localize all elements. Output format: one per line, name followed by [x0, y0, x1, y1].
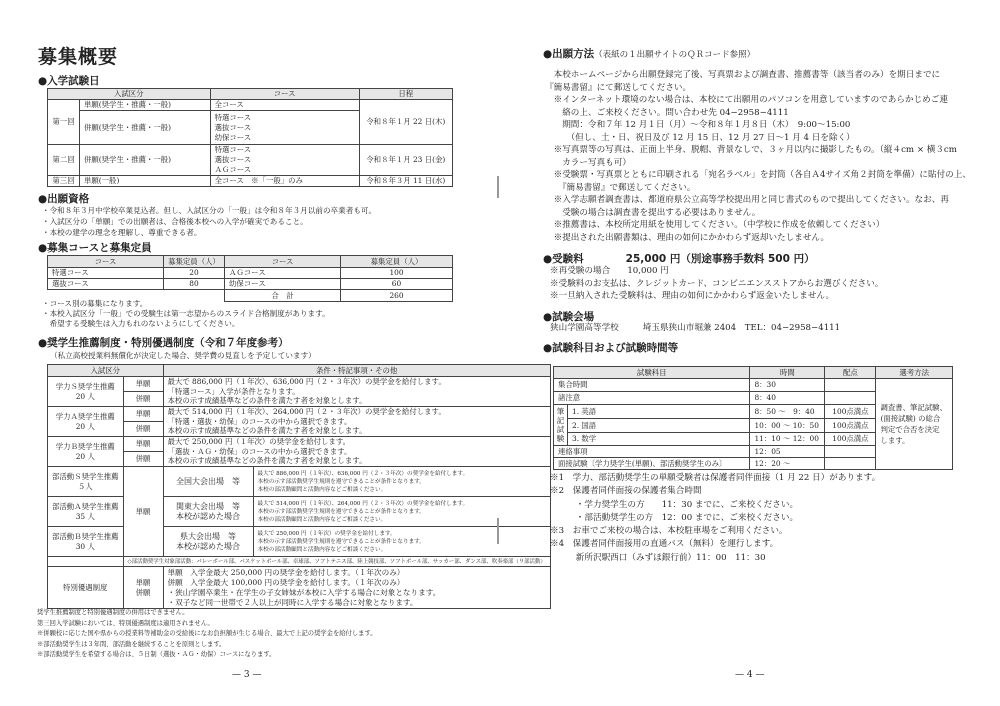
application-line: ※受験票・写真票とともに印刷される「宛名ラベル」を封筒（各自Ａ4サイズ角２封筒を準備）に貼付の上、 [545, 170, 971, 180]
capacity-cell: 60 [341, 279, 453, 290]
count: 35 人 [75, 511, 95, 521]
name: 部活動Ｂ奨学生推薦 [52, 531, 119, 541]
schedule-note: ※1 学力、部活動奨学生の単願受験者は保護者同伴面接（1 月 22 日）があります。 [550, 473, 881, 483]
time: 11：10 〜 12：00 [750, 433, 825, 446]
special-name: 特別優遇制度 [48, 567, 124, 609]
count: ５人 [77, 481, 93, 491]
course-cell: 選抜コース [48, 279, 164, 290]
schedule-heading: ●試験科目および試験時間等 [543, 342, 679, 354]
th: 入試区分 [48, 365, 164, 377]
school-name: 狭山学園高等学校 [550, 323, 619, 333]
note: 希望する受験生は入力もれのないようにしてください。 [42, 319, 240, 328]
name: 学力Ｓ奨学生推薦 [55, 381, 115, 391]
footnote: 第三回入学試験においては、特別優遇制度は適用されません。 [37, 619, 214, 627]
scholarship-name [48, 377, 124, 407]
line: 併願 入学金最大 100,000 円の奨学金を給付します。（１年次のみ） [167, 577, 405, 587]
line: 本校の示す部活動奨学生規則を遵守できることが条件となります。 [257, 478, 425, 485]
subject: 集合時間 [554, 379, 750, 392]
note: ・コース別の募集になります。 [42, 299, 148, 308]
scholarship-heading [38, 335, 289, 350]
written-exam-label: 筆 記 試 験 [554, 405, 568, 446]
capacity-cell: 20 [164, 268, 225, 279]
total-label: 合 計 [225, 290, 341, 302]
venue-text [550, 322, 840, 335]
club-scholarship-name [48, 527, 124, 557]
th: 試験科目 [554, 367, 750, 379]
scholarship-table [47, 364, 551, 609]
points: 100点満点 [825, 405, 876, 419]
th: 条件・特記事項・その他 [163, 365, 550, 377]
course-cell [210, 145, 359, 176]
scholarship-text [163, 407, 550, 437]
round-label: 第三回 [48, 176, 80, 187]
capacity-heading: ●募集コースと募集定員 [38, 242, 152, 254]
fee-notes [550, 265, 883, 303]
line: 本校の部活動顧問と活動内容などご相談ください。 [257, 516, 387, 523]
subject: 1. 英語 [568, 405, 750, 419]
kubun-cell: 単願(一般) [80, 176, 211, 187]
application-line: 絡の上、ご来校ください。問い合わせ先 04−2958−4111 [545, 107, 789, 118]
name: 学力Ｂ奨学生推薦 [55, 441, 115, 451]
capacity-cell: 100 [341, 268, 453, 279]
application-line: ※入学志願者調査書は、都道府県公立高等学校提出用と同じ書式のもので提出してください。なお、再 [545, 195, 949, 205]
scholarship-footnotes [37, 608, 377, 661]
line: 本校が認めた場合 [176, 541, 241, 551]
exam-dates-table [47, 88, 453, 187]
scholarship-text [163, 437, 550, 467]
line: 「特選コース」入学が条件となります。 [167, 386, 300, 396]
course: 特選コース [214, 112, 252, 122]
club-text [253, 527, 550, 557]
line: 本校の部活動顧問と活動内容などご相談ください。 [257, 546, 387, 553]
points: 100点満点 [825, 419, 876, 433]
eligibility-item: ・入試区分の「単願」での出願者は、合格後本校への入学が確実であること。 [42, 217, 308, 226]
subject: 面接試験〔学力奨学生(単願)、部活動奨学生のみ〕 [554, 458, 750, 470]
scholarship-name [48, 437, 124, 467]
line: ・狭山学園卒業生・在学生の子女姉妹が本校に入学する場合に対象となります。 [167, 587, 441, 597]
page-number: — 4 — [735, 670, 765, 680]
application-text [545, 69, 971, 244]
course: 特選コース [214, 145, 252, 154]
footnote: ※部活動奨学生は３年間、部活動を継続することを原則とします。 [37, 640, 226, 648]
scholarship-sub: （私立高校授業料無償化が決定した場合、奨学費の見直しを予定しています） [50, 351, 316, 360]
subject: 2. 国語 [568, 419, 750, 433]
line: 本校の示す成績基準などの条件を満たす者を対象とします。 [167, 396, 367, 406]
line: 県大会出場 等 [180, 531, 237, 541]
course: 選抜コース [214, 122, 252, 132]
line: 関東大会出場 等 [176, 501, 241, 511]
schedule-note: ・学力奨学生の方 11：30 までに、ご来校ください。 [550, 499, 799, 510]
eligibility-item: ・令和８年３月中学校卒業見込者。但し、入試区分の「一般」は令和８年３月以前の卒業者も可。 [42, 206, 377, 215]
application-line: 期間：令和７年 12 月１日（月）〜令和８年１月８日（木） 9:00〜15:00 [545, 120, 851, 130]
date-cell: 令和８年１月 22 日(木) [359, 100, 452, 145]
capacity-notes [42, 299, 330, 329]
th: 配点 [825, 367, 876, 379]
line: 最大で 514,000 円（１年次）、264,000 円（２・３年次）の奨学金を給付します。 [167, 407, 446, 417]
eligibility-item: ・本校の建学の理念を理解し、尊重できる者。 [42, 228, 202, 237]
subject: 3. 数学 [568, 433, 750, 446]
line: 本校の示す部活動奨学生規則を遵守できることが条件となります。 [257, 538, 425, 545]
th-date: 日程 [359, 89, 452, 100]
application-line: カラー写真も可） [545, 157, 631, 168]
school-address: 埼玉県狭山市堀兼 2404 TEL：04−2958−4111 [642, 323, 841, 333]
course: ＡＧコース [214, 165, 252, 174]
type: 単願 [123, 407, 163, 422]
time: 10：00 〜 10：50 [750, 419, 825, 433]
time: 12：20 〜 [750, 458, 825, 470]
capacity-table [47, 255, 453, 302]
time: 12：05 [750, 446, 825, 458]
course: 選抜コース [214, 155, 252, 164]
fee-heading [543, 251, 815, 266]
line: 本校の示す成績基準などの条件を満たす者を対象とします。 [167, 456, 367, 466]
course-cell: 全コース [210, 100, 359, 111]
course-cell: ＡＧコース [225, 268, 341, 279]
schedule-note: 新所沢駅西口（みずほ銀行前）11：00 11：30 [550, 552, 766, 563]
page-title: 募集概要 [38, 46, 119, 68]
name: 学力Ａ奨学生推薦 [55, 411, 115, 421]
heading-text: ●奨学生推薦制度・特別優遇制度 [38, 337, 195, 349]
line: 単願 入学金最大 250,000 円の奨学金を給付します。（１年次のみ） [167, 567, 405, 577]
count: 20 人 [75, 451, 95, 461]
club-condition [163, 467, 253, 497]
capacity-cell: 80 [164, 279, 225, 290]
page-number: — 3 — [232, 670, 262, 680]
application-line: ※インターネット環境のない場合は、本校にて出願用のパソコンを用意していますのであらかじめご連 [545, 95, 948, 105]
club-condition [163, 527, 253, 557]
th-course: コース [210, 89, 359, 100]
th: 選考方法 [876, 367, 953, 379]
note: ・本校入試区分「一般」での受験生は第一志望からのスライド合格制度があります。 [42, 309, 330, 318]
scholarship-text [163, 377, 550, 407]
note: ※一旦納入された受験料は、理由の如何にかかわらず返金いたしません。 [550, 291, 835, 301]
line: 「選抜・ＡＧ・幼保」のコースの中から選択できます。 [167, 446, 352, 456]
application-line: ※推薦書は、本校所定用紙を使用してください。（中学校に作成を依頼してください） [545, 220, 885, 230]
line: 本校の部活動顧問と活動内容などご相談ください。 [257, 486, 387, 493]
type: 単願 [123, 377, 163, 392]
count: 30 人 [75, 541, 95, 551]
heading-text: ●受験料 [543, 253, 584, 265]
subject: 連絡事項 [554, 446, 750, 458]
schedule-note: ※4 保護者同伴面接用の直通バス（無料）を運行します。 [550, 539, 779, 550]
th: 募集定員（人） [164, 256, 225, 268]
application-line: 『簡易書留』で郵送してください。 [545, 182, 696, 193]
club-list: ◇部活動奨学生対象部活動：バレーボール部、バスケットボール部、卓球部、ソフトテニス部、陸上競技部、ソフトボール部、サッカー部、ダンス部、吹奏楽部（９部活動） [123, 557, 550, 567]
line: 「特選・選抜・幼保」のコースの中から選択できます。 [167, 416, 352, 426]
type: 併願 [123, 422, 163, 437]
course-cell: 幼保コース [225, 279, 341, 290]
fee-amount: 25,000 円（別途事務手数料 500 円） [625, 253, 815, 265]
application-line: 本校ホームページから出願登録完了後、写真票および調査書、推薦書等（該当者のみ）を期日までに [545, 70, 941, 80]
type: 単願 [123, 437, 163, 452]
heading-text: ●出願方法 [543, 48, 595, 60]
line: 本校の示す成績基準などの条件を満たす者を対象とします。 [167, 426, 367, 436]
scan-mark [497, 176, 499, 198]
club-text [253, 497, 550, 527]
line: 本校の示す部活動奨学生規則を遵守できることが条件となります。 [257, 508, 425, 515]
line: 全国大会出場 等 [176, 476, 241, 486]
schedule-note: ※2 保護者同伴面接の保護者集合時間 [550, 486, 702, 497]
kubun-cell: 併願(奨学生・推薦・一般) [80, 145, 211, 176]
note: ※受験料のお支払は、クレジットカード、コンビニエンスストアからお選びください。 [550, 278, 884, 289]
application-line: ※写真票等の写真は、正面上半身、脱帽、背景なしで、３ヶ月以内に撮影したもの。（縦４cm × 横３cm [545, 145, 957, 155]
venue-heading: ●試験会場 [543, 311, 595, 323]
footnote: 奨学生推薦制度と特別優遇制度の併用はできません。 [37, 609, 189, 616]
club-type: 単願 [123, 467, 163, 557]
special-text [163, 567, 550, 609]
count: 20 人 [75, 391, 95, 401]
round-label: 第一回 [48, 100, 80, 145]
scholarship-name [48, 407, 124, 437]
footnote: ※部活動奨学生を希望する場合は、５日制（選抜・ＡＧ・幼保）コースになります。 [37, 651, 276, 658]
exam-dates-heading: ●入学試験日 [38, 75, 100, 87]
footnote: ※併願校に応じた国や県からの授業料等補助金の受給後になお負担額が生じる場合、最大で上記の奨学金を給付します。 [37, 630, 377, 637]
application-line: 『簡易書留』にて郵送してください。 [545, 82, 692, 93]
line: 最大で 514,000 円（１年次）、264,000 円（２・３年次）の奨学金を給付します。 [257, 500, 469, 507]
eligibility-heading: ●出願資格 [38, 193, 90, 205]
heading-paren: （表紙の１出願サイトのＱＲコード参照） [594, 50, 756, 60]
type: 併願 [123, 452, 163, 467]
line: ・双子など同一世帯で２人以上が同時に入学する場合に対象となります。 [167, 597, 418, 607]
th-kubun: 入試区分 [48, 89, 211, 100]
type: 併願 [123, 392, 163, 407]
name: 部活動Ｓ奨学生推薦 [52, 471, 119, 481]
name: 部活動Ａ奨学生推薦 [52, 501, 119, 511]
line: 最大で 886,000 円（１年次）、636,000 円（２・３年次）の奨学金を給付します。 [167, 377, 446, 387]
club-condition [163, 497, 253, 527]
schedule-note: ※3 お車でご来校の場合は、本校駐車場をご利用ください。 [550, 526, 788, 537]
course-cell: 全コース ※「一般」のみ [210, 176, 359, 187]
date-cell: 令和８年１月 23 日(金) [359, 145, 452, 176]
count: 20 人 [75, 421, 95, 431]
th: 時間 [750, 367, 825, 379]
total-value: 260 [341, 290, 453, 302]
th: コース [225, 256, 341, 268]
line: 最大で 250,000 円（１年次）の奨学金を給付します。 [167, 437, 351, 447]
course-cell [210, 111, 359, 145]
kubun-cell: 単願(奨学生・推薦・一般) [80, 100, 211, 111]
note: ※再受験の場合 10,000 円 [550, 266, 669, 276]
time: 8：30 [750, 379, 825, 392]
scan-mark [497, 518, 499, 544]
line: 本校が認めた場合 [176, 511, 241, 521]
subject: 諸注意 [554, 392, 750, 405]
round-label: 第二回 [48, 145, 80, 176]
schedule-note: ・部活動奨学生の方 12：00 までに、ご来校ください。 [550, 512, 799, 523]
schedule-table [553, 366, 953, 470]
points: 100点満点 [825, 433, 876, 446]
line: 最大で 250,000 円（１年次）の奨学金を給付します。 [257, 530, 396, 537]
heading-paren: （令和７年度参考） [194, 337, 289, 349]
club-scholarship-name [48, 497, 124, 527]
application-heading [543, 46, 755, 61]
schedule-notes [550, 472, 880, 565]
application-line: 受験の場合は調査書を提出する必要はありません。 [545, 207, 761, 218]
th: 募集定員（人） [341, 256, 453, 268]
club-text [253, 467, 550, 497]
application-line: （但し、土・日、祝日及び 12 月 15 日、12 月 27 日〜1 月 4 日を除く） [545, 132, 855, 143]
club-scholarship-name [48, 467, 124, 497]
course-cell: 特選コース [48, 268, 164, 279]
date-cell: 令和８年３月 11 日(水) [359, 176, 452, 187]
eligibility-list [42, 205, 376, 238]
th: コース [48, 256, 164, 268]
selection-method: 調査書、筆記試験、 (面接試験) の総合 判定で合否を決定 します。 [876, 379, 953, 470]
course: 幼保コース [214, 132, 252, 142]
line: 最大で 886,000 円（１年次）、636,000 円（２・３年次）の奨学金を給付します。 [257, 470, 469, 477]
time: 8：50 〜 9：40 [750, 405, 825, 419]
special-types: 単願 併願 [123, 567, 163, 609]
application-line: ※提出された出願書類は、理由の如何にかかわらず返却いたしません。 [545, 232, 830, 243]
kubun-cell: 併願(奨学生・推薦・一般) [80, 111, 211, 145]
time: 8：40 [750, 392, 825, 405]
